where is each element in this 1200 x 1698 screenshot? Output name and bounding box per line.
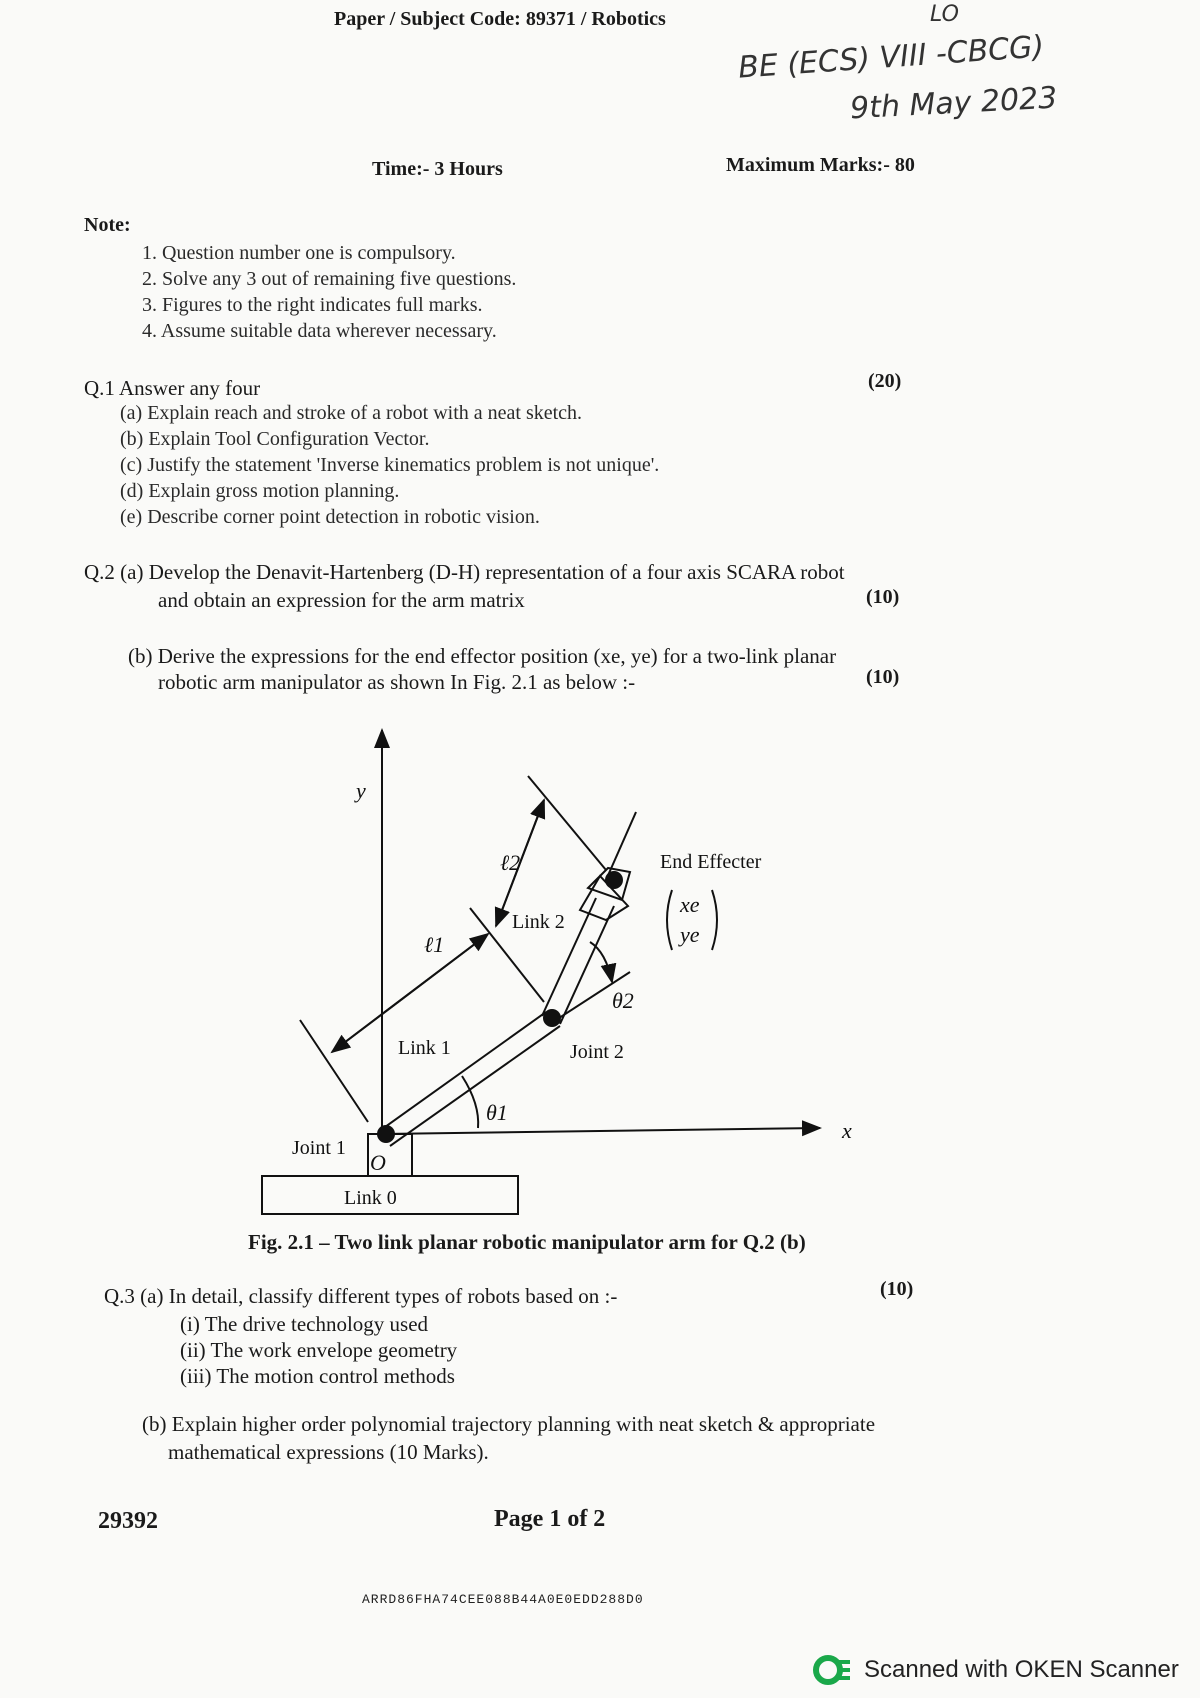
theta1-label: θ1 [486, 1100, 508, 1125]
link-2-label: Link 2 [512, 911, 565, 933]
scanner-label: Scanned with OKEN Scanner [864, 1656, 1179, 1683]
ye-label: ye [680, 922, 700, 947]
xe-label: xe [680, 892, 700, 917]
end-effector-label: End Effecter [660, 851, 762, 873]
document-hash: ARRD86FHA74CEE088B44A0E0EDD288D0 [362, 1592, 644, 1607]
link-1-label: Link 1 [398, 1037, 451, 1059]
note-item: 3. Figures to the right indicates full marks. [142, 294, 483, 316]
q1-item: (a) Explain reach and stroke of a robot with a neat sketch. [120, 402, 583, 424]
q3a-sub-item: (iii) The motion control methods [180, 1364, 455, 1388]
l1-dimension-arrow-b [332, 934, 488, 1052]
origin-label: O [370, 1150, 386, 1175]
vector-left-bracket [667, 890, 672, 950]
q1-item: (c) Justify the statement 'Inverse kinematics problem is not unique'. [120, 454, 660, 476]
note-item: 1. Question number one is compulsory. [142, 242, 456, 264]
maximum-marks: Maximum Marks:- 80 [726, 154, 915, 176]
end-effector-dot [605, 871, 623, 889]
q1-item: (e) Describe corner point detection in robotic vision. [120, 506, 540, 528]
q2b-line1: (b) Derive the expressions for the end effector position (xe, ye) for a two-link planar [128, 644, 837, 668]
theta2-label: θ2 [612, 988, 634, 1013]
note-heading: Note: [84, 214, 131, 236]
q1-item: (d) Explain gross motion planning. [120, 480, 400, 502]
joint-1-dot [377, 1125, 395, 1143]
q3a-sub-item: (i) The drive technology used [180, 1312, 429, 1336]
handwritten-date: 9th May 2023 [849, 80, 1059, 127]
note-item: 4. Assume suitable data wherever necessary. [142, 320, 497, 342]
handwritten-mark: LO [930, 2, 959, 27]
q3b-line1: (b) Explain higher order polynomial trajectory planning with neat sketch & appropriate [142, 1412, 876, 1436]
q2a-line2: and obtain an expression for the arm matrix [158, 588, 525, 612]
link-1-edge-a [378, 1012, 546, 1132]
link-2-edge-b [560, 906, 614, 1024]
q2a-marks: (10) [866, 586, 900, 608]
theta1-arc [462, 1076, 478, 1128]
l1-label: ℓ1 [424, 932, 445, 957]
note-item: 2. Solve any 3 out of remaining five questions. [142, 268, 517, 290]
l2-label: ℓ2 [500, 850, 521, 875]
q1-title: Q.1 Answer any four [84, 376, 261, 400]
oken-logo-icon [812, 1652, 852, 1688]
handwritten-course: BE (ECS) VIII -CBCG) [737, 29, 1046, 86]
exam-time: Time:- 3 Hours [372, 158, 503, 180]
q3a-sub-item: (ii) The work envelope geometry [180, 1338, 458, 1362]
theta2-arc [590, 942, 612, 982]
q3b-line2: mathematical expressions (10 Marks). [168, 1440, 489, 1464]
joint-2-dot [543, 1009, 561, 1027]
paper-subject-line: Paper / Subject Code: 89371 / Robotics [334, 8, 666, 30]
two-link-arm-figure [0, 720, 1200, 1220]
joint-1-label: Joint 1 [292, 1137, 346, 1159]
q3a-line: Q.3 (a) In detail, classify different types of robots based on :- [104, 1284, 618, 1308]
x-axis-label: x [842, 1118, 852, 1143]
scanner-watermark [812, 1652, 1179, 1688]
q2b-line2: robotic arm manipulator as shown In Fig. 2.1 as below :- [158, 670, 636, 694]
paper-code: 29392 [98, 1508, 158, 1534]
q2b-marks: (10) [866, 666, 900, 688]
q3a-marks: (10) [880, 1278, 914, 1300]
l2-extension-line [528, 776, 606, 870]
joint-2-label: Joint 2 [570, 1041, 624, 1063]
l1-extension-line-left [300, 1020, 368, 1122]
y-axis-label: y [356, 778, 366, 803]
figure-caption: Fig. 2.1 – Two link planar robotic manipulator arm for Q.2 (b) [248, 1230, 806, 1254]
q1-item: (b) Explain Tool Configuration Vector. [120, 428, 430, 450]
vector-right-bracket [712, 890, 717, 950]
x-axis-line [382, 1128, 820, 1134]
link-0-label: Link 0 [344, 1187, 397, 1209]
q1-marks: (20) [868, 370, 902, 392]
page-number: Page 1 of 2 [494, 1506, 606, 1532]
q2a-line1: Q.2 (a) Develop the Denavit-Hartenberg (D-H) representation of a four axis SCARA robot [84, 560, 845, 584]
